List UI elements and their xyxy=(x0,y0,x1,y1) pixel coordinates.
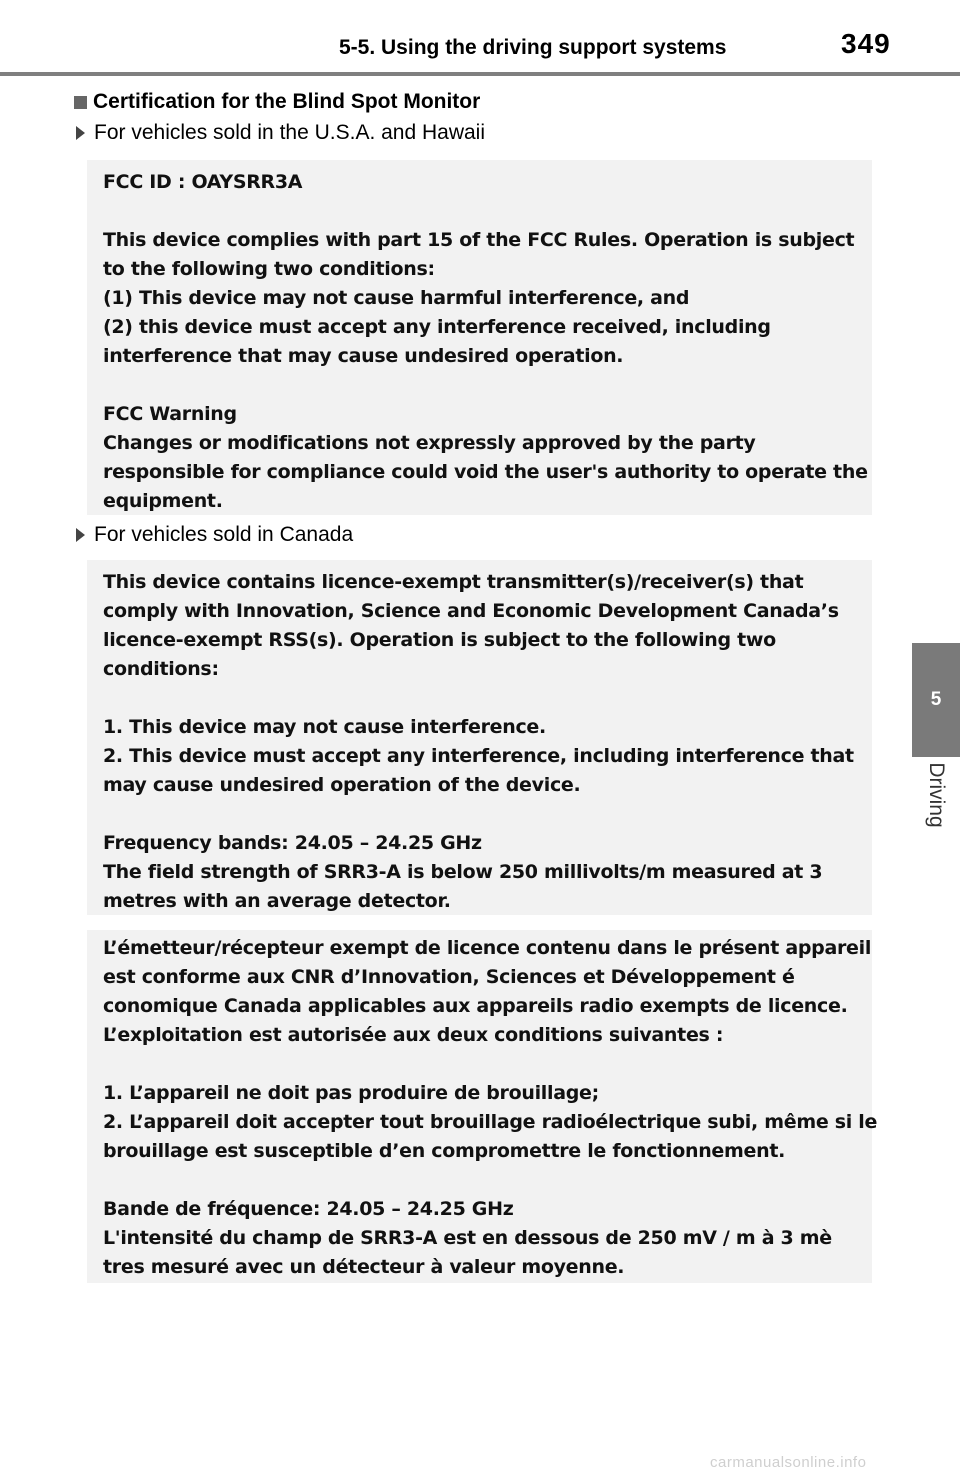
certification-text-line: licence-exempt RSS(s). Operation is subject to the following two xyxy=(103,629,776,651)
usa-subheading xyxy=(76,121,485,145)
certification-text-line: The field strength of SRR3-A is below 250 millivolts/m measured at 3 xyxy=(103,861,823,883)
usa-subheading-text: For vehicles sold in the U.S.A. and Hawaii xyxy=(94,121,486,144)
certification-text-line: conditions: xyxy=(103,658,219,680)
certification-text-line: (2) this device must accept any interference received, including xyxy=(103,316,771,338)
section-heading-text: Certification for the Blind Spot Monitor xyxy=(93,90,481,113)
blank-line xyxy=(103,800,872,829)
certification-text-line: L'intensité du champ de SRR3-A est en dessous de 250 mV / m à 3 mè xyxy=(103,1227,832,1249)
certification-text-line: This device contains licence-exempt transmitter(s)/receiver(s) that xyxy=(103,571,804,593)
triangle-bullet-icon xyxy=(76,126,85,140)
certification-text-line: equipment. xyxy=(103,490,223,512)
certification-text-line: 1. This device may not cause interference. xyxy=(103,716,546,738)
section-title: 5-5. Using the driving support systems xyxy=(339,36,727,59)
fcc-certification-block xyxy=(87,160,872,515)
certification-text-line: brouillage est susceptible d’en compromettre le fonctionnement. xyxy=(103,1140,786,1162)
certification-text-line: metres with an average detector. xyxy=(103,890,451,912)
watermark: carmanualsonline.info xyxy=(710,1454,867,1471)
blank-line xyxy=(103,371,872,400)
section-heading xyxy=(74,90,480,114)
canada-french-certification-block xyxy=(87,930,878,1283)
canada-subheading-text: For vehicles sold in Canada xyxy=(94,523,354,546)
blank-line xyxy=(103,1050,872,1079)
certification-text-line: (1) This device may not cause harmful interference, and xyxy=(103,287,690,309)
certification-text-line: L’exploitation est autorisée aux deux conditions suivantes : xyxy=(103,1024,724,1046)
header-rule xyxy=(0,72,960,76)
chapter-tab[interactable] xyxy=(912,643,960,757)
blank-line xyxy=(103,1166,872,1195)
canada-english-certification-block xyxy=(87,560,872,915)
certification-text-line: Frequency bands: 24.05 – 24.25 GHz xyxy=(103,832,482,854)
blank-line xyxy=(103,684,872,713)
certification-text-line: FCC Warning xyxy=(103,403,237,425)
certification-text-line: to the following two conditions: xyxy=(103,258,435,280)
certification-text-line: This device complies with part 15 of the FCC Rules. Operation is subject xyxy=(103,229,855,251)
certification-text-line: L’émetteur/récepteur exempt de licence contenu dans le présent appareil xyxy=(103,937,872,959)
certification-text-line: 2. L’appareil doit accepter tout brouillage radioélectrique subi, même si le xyxy=(103,1111,878,1133)
page-number: 349 xyxy=(841,28,891,59)
blank-line xyxy=(103,197,872,226)
certification-text-line: est conforme aux CNR d’Innovation, Sciences et Développement é xyxy=(103,966,795,988)
certification-text-line: 1. L’appareil ne doit pas produire de brouillage; xyxy=(103,1082,599,1104)
chapter-number: 5 xyxy=(930,689,942,710)
square-bullet-icon xyxy=(74,96,87,109)
certification-text-line: responsible for compliance could void the user's authority to operate the xyxy=(103,461,868,483)
certification-text-line: comply with Innovation, Science and Economic Development Canada’s xyxy=(103,600,839,622)
triangle-bullet-icon xyxy=(76,528,85,542)
certification-text-line: may cause undesired operation of the device. xyxy=(103,774,581,796)
certification-text-line: interference that may cause undesired operation. xyxy=(103,345,624,367)
chapter-label: Driving xyxy=(925,762,948,828)
certification-text-line: Bande de fréquence: 24.05 – 24.25 GHz xyxy=(103,1198,514,1220)
certification-text-line: tres mesuré avec un détecteur à valeur moyenne. xyxy=(103,1256,625,1278)
certification-text-line: FCC ID : OAYSRR3A xyxy=(103,171,303,193)
certification-text-line: 2. This device must accept any interference, including interference that xyxy=(103,745,854,767)
canada-subheading xyxy=(76,523,353,547)
certification-text-line: conomique Canada applicables aux appareils radio exempts de licence. xyxy=(103,995,848,1017)
certification-text-line: Changes or modifications not expressly approved by the party xyxy=(103,432,756,454)
